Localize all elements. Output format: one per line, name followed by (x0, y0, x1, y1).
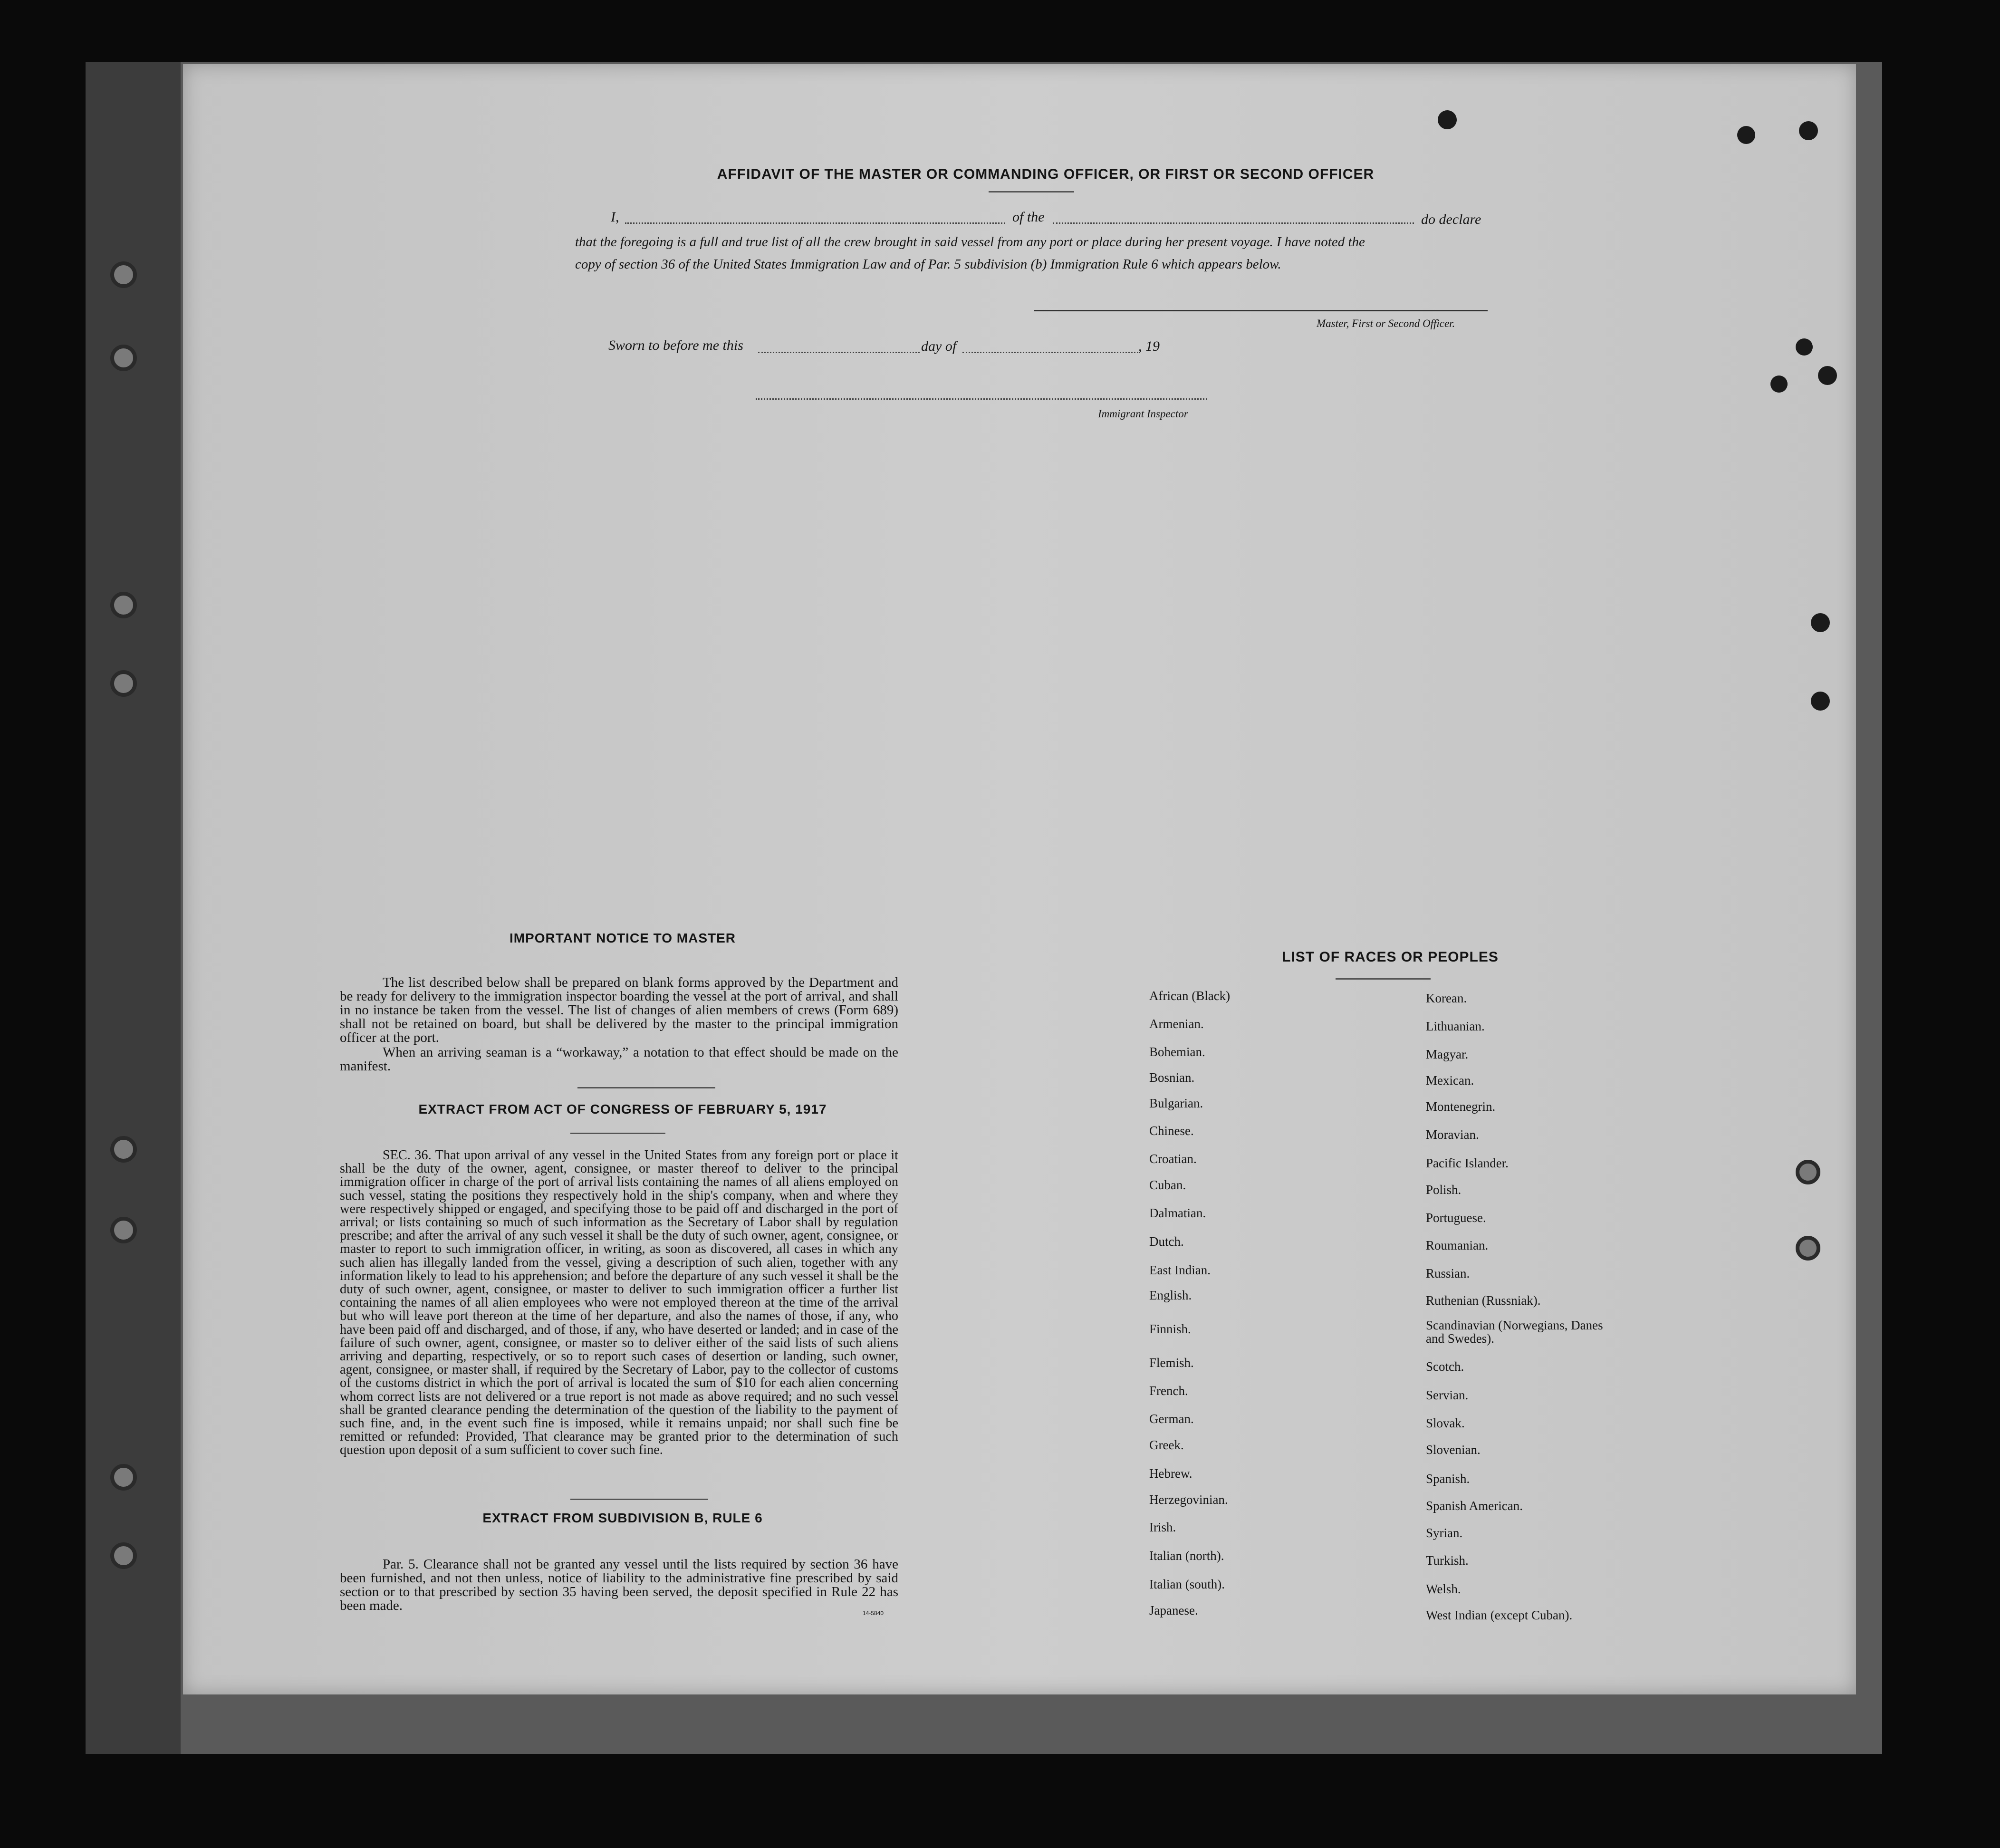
section-rule (570, 1499, 708, 1500)
extract-rule-body: Par. 5. Clearance shall not be granted any vessel until the lists required by section 36 have been furnished, and not then unless, notice of liability to the administrative fine prescribed by said section or to that prescribed by section 35 having been served, the deposit specified in Rule 22 has been made. (340, 1557, 898, 1613)
binder-hole (110, 261, 137, 288)
race-item: Servian. (1426, 1388, 1469, 1402)
race-item: Magyar. (1426, 1047, 1469, 1061)
affidavit-i-label: I, (611, 209, 619, 225)
race-item: Italian (north). (1149, 1549, 1224, 1563)
extract-act-body: SEC. 36. That upon arrival of any vessel in the United States from any foreign port or place it shall be the duty of the owner, agent, consignee, or master thereof to deliver to the principal immigration officer in charge of the port of arrival lists containing the names of all aliens employed on such vessel, stating the positions they respectively hold in the ship's company, when and where they were respectively shipped or engaged, and specifying those to be paid off and discharged in the port of arrival; or lists containing so much of such information as the Secretary of Labor shall by regulation prescribe; and after the arrival of any such vessel it shall be the duty of such owner, agent, consignee, or master to report to such immigration officer, in writing, as soon as discovered, all cases in which any such alien has illegally landed from the vessel, giving a description of such alien, together with any information likely to lead to his apprehension; and before the departure of any such vessel it shall be the duty of such owner, agent, consignee, or master to deliver to such immigration officer a further list containing the names of all alien employees who were not employed thereon at the time of the arrival but who will leave port thereon at the time of her departure, and also the names of those, if any, who have been paid off and discharged, and of those, if any, who have deserted or landed; and in case of the failure of such owner, agent, consignee, or master so to deliver either of the said lists of such aliens arriving and departing, respectively, or so to report such cases of desertion or landing, such owner, agent, consignee, or master shall, if required by the Secretary of Labor, pay to the collector of customs of the customs district in which the port of arrival is located the sum of $10 for each alien concerning whom correct lists are not delivered or a true report is not made as above required; and no such vessel shall be granted clearance pending the determination of the question of the liability to the payment of such fine, and, in the event such fine is imposed, while it remains unpaid; nor shall such fine be remitted or refunded: Provided, That clearance may be granted prior to the determination of such question upon deposit of a sum sufficient to cover such fine. (340, 1148, 898, 1458)
do-declare-label: do declare (1421, 212, 1481, 227)
race-item: Bulgarian. (1149, 1096, 1203, 1110)
punch-hole (1811, 692, 1830, 711)
race-item: Dalmatian. (1149, 1206, 1206, 1220)
notice-title: IMPORTANT NOTICE TO MASTER (509, 931, 736, 945)
race-item: Croatian. (1149, 1152, 1197, 1166)
race-item: East Indian. (1149, 1263, 1211, 1277)
binder-hole (110, 1136, 137, 1163)
extract-rule-title: EXTRACT FROM SUBDIVISION B, RULE 6 (482, 1511, 763, 1525)
form-number: 14-5840 (863, 1610, 884, 1617)
punch-hole (1438, 110, 1457, 129)
race-item: Flemish. (1149, 1356, 1194, 1370)
race-item: Hebrew. (1149, 1466, 1192, 1481)
section-rule (570, 1133, 665, 1134)
race-item: Polish. (1426, 1183, 1462, 1197)
races-title: LIST OF RACES OR PEOPLES (1282, 949, 1499, 965)
race-item: Turkish. (1426, 1553, 1469, 1568)
race-item: Chinese. (1149, 1124, 1194, 1138)
backing-edge (86, 62, 181, 1754)
year-label: , 19 (1138, 338, 1160, 354)
race-item: African (Black) (1149, 989, 1231, 1003)
race-item: Welsh. (1426, 1582, 1461, 1596)
inspector-label: Immigrant Inspector (1098, 408, 1188, 420)
race-item: Irish. (1149, 1520, 1176, 1534)
race-item: Cuban. (1149, 1178, 1186, 1192)
race-item: Pacific Islander. (1426, 1156, 1509, 1170)
inspector-signature-line[interactable] (756, 398, 1207, 400)
race-item: Armenian. (1149, 1017, 1204, 1031)
race-item: French. (1149, 1384, 1188, 1398)
race-item: Ruthenian (Russniak). (1426, 1293, 1541, 1308)
punch-hole (1796, 1236, 1820, 1261)
race-item: Finnish. (1149, 1322, 1191, 1336)
punch-hole (1796, 338, 1813, 356)
vessel-blank[interactable] (1053, 222, 1414, 224)
name-blank[interactable] (625, 222, 1005, 224)
race-item: Spanish. (1426, 1472, 1470, 1486)
of-the-label: of the (1012, 209, 1045, 225)
race-item: Mexican. (1426, 1073, 1474, 1088)
race-item: German. (1149, 1412, 1194, 1426)
punch-hole (1811, 613, 1830, 632)
binder-hole (110, 345, 137, 371)
punch-hole (1818, 366, 1837, 385)
binder-hole (110, 1464, 137, 1491)
race-item: West Indian (except Cuban). (1426, 1608, 1573, 1622)
notice-paragraph-2 (340, 1046, 898, 1073)
race-item: Lithuanian. (1426, 1019, 1485, 1033)
race-item: English. (1149, 1288, 1192, 1302)
day-of-label: day of (921, 338, 957, 354)
master-signature-line[interactable] (1034, 310, 1488, 311)
binder-hole (110, 670, 137, 697)
affidavit-line2: copy of section 36 of the United States Immigration Law and of Par. 5 subdivision (b) Immigration Rule 6 which appears below. (575, 257, 1281, 272)
race-item: Montenegrin. (1426, 1099, 1496, 1114)
binder-hole (110, 592, 137, 618)
race-item: Korean. (1426, 991, 1467, 1005)
master-signature-label: Master, First or Second Officer. (1317, 318, 1455, 329)
punch-hole (1796, 1160, 1820, 1184)
affidavit-line1: that the foregoing is a full and true list of all the crew brought in said vessel from any port or place during her present voyage. I have noted the (575, 234, 1365, 250)
race-item: Japanese. (1149, 1603, 1198, 1617)
race-item: Scandinavian (Norwegians, Danes and Swedes). (1426, 1318, 1603, 1346)
title-rule (989, 191, 1074, 192)
binder-hole (110, 1542, 137, 1569)
section-rule (577, 1087, 715, 1088)
race-item: Syrian. (1426, 1526, 1463, 1540)
notice-p1: The list described below shall be prepared on blank forms approved by the Department and be ready for delivery to the immigration inspector boarding the vessel at the port of arrival, and shall in no instance be taken from the vessel. The list of changes of alien members of crews (Form 689) shall not be retained on board, but shall be delivered by the master to the principal immigration officer at the port. (340, 975, 898, 1045)
affidavit-title: AFFIDAVIT OF THE MASTER OR COMMANDING OFFICER, OR FIRST OR SECOND OFFICER (717, 166, 1375, 182)
punch-hole (1799, 121, 1818, 140)
section-rule (1336, 978, 1431, 980)
race-item: Spanish American. (1426, 1499, 1523, 1513)
sworn-month-blank[interactable] (962, 352, 1138, 353)
notice-p2: When an arriving seaman is a “workaway,” a notation to that effect should be made on the manifest. (340, 1045, 898, 1074)
race-item: Slovak. (1426, 1416, 1465, 1430)
punch-hole (1737, 126, 1755, 144)
race-item: Italian (south). (1149, 1577, 1225, 1591)
sworn-label: Sworn to before me this (608, 337, 743, 353)
race-item: Portuguese. (1426, 1211, 1486, 1225)
race-item: Dutch. (1149, 1234, 1184, 1249)
race-item: Slovenian. (1426, 1443, 1481, 1457)
race-item: Scotch. (1426, 1359, 1464, 1374)
extract-act-title: EXTRACT FROM ACT OF CONGRESS OF FEBRUARY 5, 1917 (418, 1102, 827, 1116)
race-item: Moravian. (1426, 1127, 1479, 1142)
sworn-day-blank[interactable] (758, 352, 920, 353)
race-item: Herzegovinian. (1149, 1492, 1228, 1507)
binder-hole (110, 1217, 137, 1243)
race-item: Bohemian. (1149, 1045, 1205, 1059)
punch-hole (1770, 375, 1788, 393)
race-item: Greek. (1149, 1438, 1184, 1452)
race-item: Russian. (1426, 1266, 1470, 1280)
notice-paragraph (340, 976, 898, 1045)
race-item: Bosnian. (1149, 1070, 1195, 1085)
race-item: Roumanian. (1426, 1238, 1489, 1252)
